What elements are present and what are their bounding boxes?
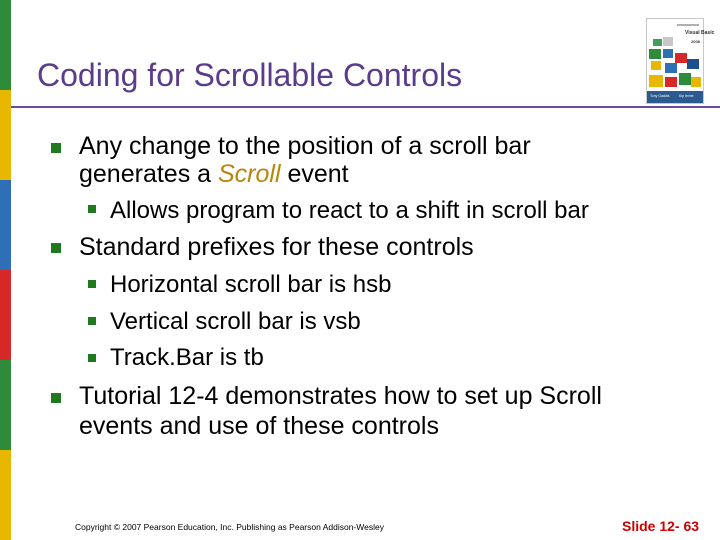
sub-bullet-text: Horizontal scroll bar is hsb — [110, 271, 392, 298]
cover-block — [653, 39, 662, 46]
title-divider — [11, 106, 720, 108]
bullet-marker — [51, 393, 61, 403]
cover-year: 2008 — [691, 39, 700, 44]
cover-author-1: Tony Gaddis — [650, 94, 670, 98]
sub-bullet-marker — [88, 280, 96, 288]
cover-block — [663, 37, 673, 46]
bullet-text-continued: events and use of these controls — [79, 412, 439, 440]
cover-block — [665, 77, 677, 87]
sub-bullet-text: Allows program to react to a shift in scroll bar — [110, 197, 589, 224]
cover-author-2: Kip Irvine — [679, 94, 694, 98]
cover-block — [649, 75, 663, 87]
bullet-text-continued — [79, 162, 349, 187]
bullet-text: Tutorial 12-4 demonstrates how to set up Scroll — [79, 382, 602, 410]
cover-block — [687, 59, 699, 69]
cover-author-bar — [647, 91, 703, 103]
sub-bullet-text: Vertical scroll bar is vsb — [110, 308, 361, 335]
bullet-text-post: event — [280, 160, 349, 188]
sub-bullet-marker — [88, 205, 96, 213]
copyright-footer: Copyright © 2007 Pearson Education, Inc. Publishing as Pearson Addison-Wesley — [75, 522, 384, 532]
sub-bullet-marker — [88, 317, 96, 325]
cover-block — [665, 63, 677, 73]
cover-block — [649, 49, 661, 59]
cover-header-rule — [677, 24, 699, 26]
bullet-marker — [51, 143, 61, 153]
cover-block — [675, 53, 687, 63]
sub-bullet-text: Track.Bar is tb — [110, 344, 264, 371]
cover-block — [663, 49, 673, 58]
slide-title: Coding for Scrollable Controls — [37, 57, 463, 93]
cover-block — [679, 73, 691, 85]
left-color-strip — [0, 0, 11, 540]
sub-bullet-marker — [88, 354, 96, 362]
cover-block — [651, 61, 661, 70]
book-cover-image — [646, 18, 715, 104]
cover-title: Visual Basic — [685, 30, 715, 36]
cover-block — [691, 77, 701, 87]
bullet-text-pre: generates a — [79, 160, 218, 188]
bullet-text: Any change to the position of a scroll bar — [79, 132, 531, 160]
bullet-text: Standard prefixes for these controls — [79, 233, 474, 261]
slide-number: Slide 12- 63 — [622, 518, 700, 534]
bullet-marker — [51, 243, 61, 253]
scroll-event-term: Scroll — [218, 160, 281, 188]
